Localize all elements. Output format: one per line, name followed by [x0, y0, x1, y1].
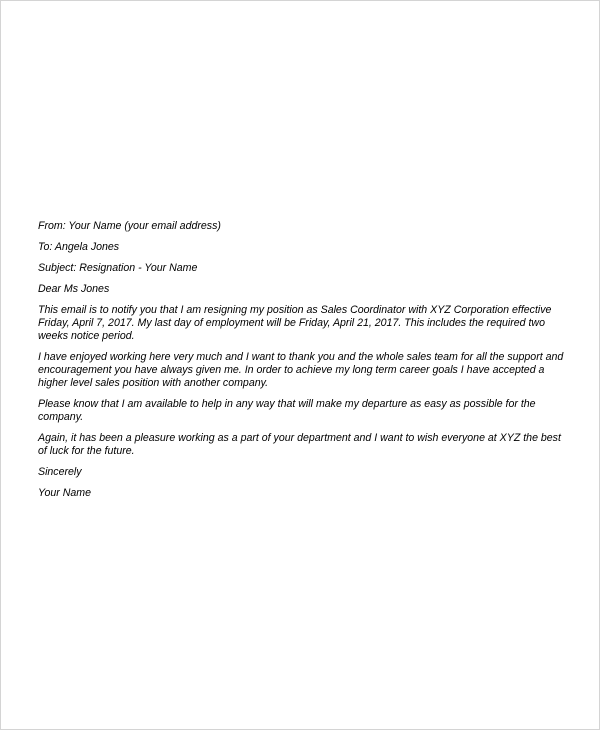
from-line: From: Your Name (your email address) — [38, 220, 221, 232]
signature: Your Name — [38, 487, 91, 499]
body-paragraph-farewell: Again, it has been a pleasure working as a part of your department and I want to wish everyone at XYZ the best of luck for the future. — [38, 432, 561, 457]
resignation-email-letter — [38, 220, 566, 508]
body-paragraph-thanks: I have enjoyed working here very much and I want to thank you and the whole sales team for all the support and encouragement you have always given me. In order to achieve my long term career goals I have accepted a higher level sales position with another company. — [38, 351, 564, 389]
closing: Sincerely — [38, 466, 82, 478]
body-paragraph-notice: This email is to notify you that I am resigning my position as Sales Coordinator with XYZ Corporation effective Friday, April 7, 2017. My last day of employment will be Friday, April 21, 2017. This includes the required two weeks notice period. — [38, 304, 552, 342]
subject-line: Subject: Resignation - Your Name — [38, 262, 198, 274]
to-line: To: Angela Jones — [38, 241, 120, 253]
salutation: Dear Ms Jones — [38, 283, 110, 295]
body-paragraph-availability: Please know that I am available to help in any way that will make my departure as easy as possible for the company. — [38, 398, 536, 423]
